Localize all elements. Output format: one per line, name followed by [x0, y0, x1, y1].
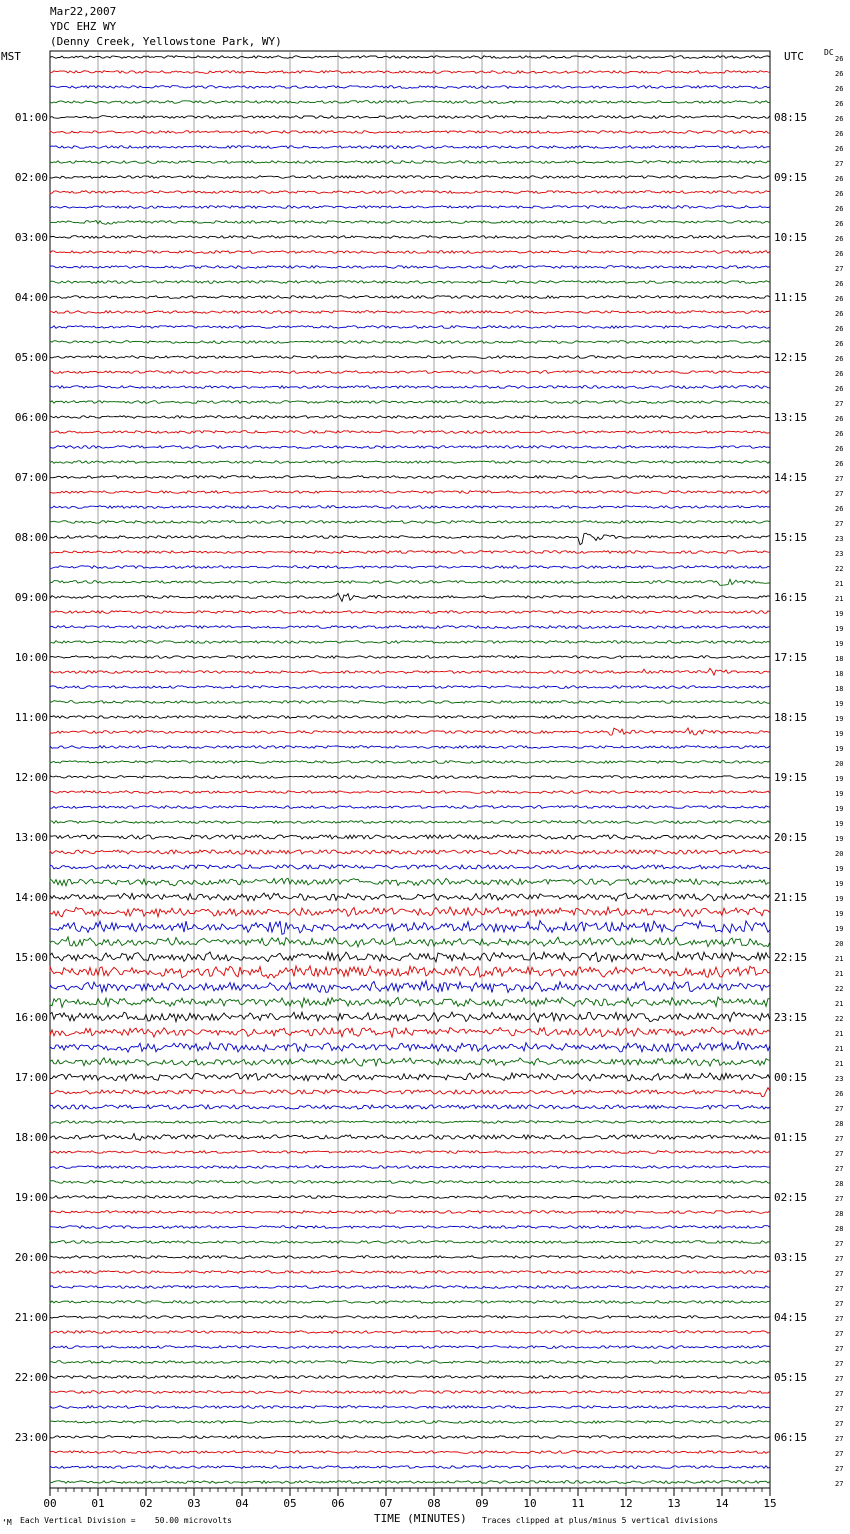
dc-offset-label: 21: [835, 1060, 844, 1068]
dc-offset-label: 27: [835, 1330, 844, 1338]
record-date: Mar22,2007: [50, 5, 117, 18]
seismic-trace: [50, 821, 770, 824]
left-hour-label: 03:00: [14, 231, 48, 244]
right-hour-label: 03:15: [774, 1251, 808, 1264]
x-axis-label: TIME (MINUTES): [374, 1512, 467, 1525]
dc-offset-label: 26: [835, 175, 844, 183]
dc-offset-label: 21: [835, 1045, 844, 1053]
dc-offset-label: 21: [835, 955, 844, 963]
dc-offset-label: 23: [835, 535, 844, 543]
left-hour-label: 05:00: [14, 351, 48, 364]
dc-offset-label: 19: [835, 715, 844, 723]
dc-offset-label: 28: [835, 1120, 844, 1128]
right-hour-label: 12:15: [774, 351, 808, 364]
seismic-trace: [50, 326, 770, 329]
dc-offset-label: 27: [835, 490, 844, 498]
seismic-trace: [50, 850, 770, 854]
dc-offset-label: 20: [835, 940, 844, 948]
dc-offset-label: 22: [835, 565, 844, 573]
dc-offset-label: 19: [835, 730, 844, 738]
left-hour-label: 02:00: [14, 171, 48, 184]
dc-offset-header: DC: [824, 48, 834, 57]
seismic-trace: [50, 356, 770, 359]
seismic-trace: [50, 997, 770, 1007]
dc-offset-label: 27: [835, 1240, 844, 1248]
seismic-trace: [50, 386, 770, 389]
dc-offset-label: 23: [835, 1075, 844, 1083]
seismic-trace: [50, 1271, 770, 1274]
dc-offset-label: 26: [835, 130, 844, 138]
left-hour-label: 23:00: [14, 1431, 48, 1444]
seismic-trace: [50, 116, 770, 119]
seismic-trace: [50, 907, 770, 917]
right-hour-label: 05:15: [774, 1371, 808, 1384]
seismic-trace: [50, 101, 770, 104]
x-tick-label: 09: [475, 1497, 489, 1510]
seismic-trace: [50, 206, 770, 209]
dc-offset-label: 19: [835, 625, 844, 633]
dc-offset-label: 27: [835, 1165, 844, 1173]
x-tick-label: 12: [619, 1497, 633, 1510]
seismic-trace: [50, 835, 770, 839]
dc-offset-label: 27: [835, 1195, 844, 1203]
seismic-trace: [50, 266, 770, 269]
seismic-trace: [50, 1042, 770, 1052]
dc-offset-label: 19: [835, 895, 844, 903]
dc-offset-label: 27: [835, 400, 844, 408]
seismic-trace: [50, 1027, 770, 1037]
seismic-trace: [50, 966, 770, 978]
dc-offset-label: 26: [835, 115, 844, 123]
left-hour-label: 10:00: [14, 651, 48, 664]
dc-offset-label: 26: [835, 220, 844, 228]
seismic-trace: [50, 533, 770, 545]
dc-offset-label: 27: [835, 1285, 844, 1293]
seismic-trace: [50, 131, 770, 134]
seismic-trace: [50, 806, 770, 809]
x-tick-label: 11: [571, 1497, 585, 1510]
x-tick-label: 08: [427, 1497, 441, 1510]
seismic-trace: [50, 431, 770, 434]
seismic-trace: [50, 1012, 770, 1022]
seismic-trace: [50, 521, 770, 524]
right-hour-label: 18:15: [774, 711, 808, 724]
dc-offset-label: 26: [835, 445, 844, 453]
dc-offset-label: 26: [835, 205, 844, 213]
dc-offset-label: 21: [835, 580, 844, 588]
seismic-trace: [50, 611, 770, 614]
dc-offset-label: 19: [835, 880, 844, 888]
scale-note: Each Vertical Division = 50.00 microvolts: [20, 1516, 232, 1525]
dc-offset-label: 26: [835, 70, 844, 78]
right-hour-label: 15:15: [774, 531, 808, 544]
dc-offset-label: 21: [835, 1000, 844, 1008]
dc-offset-label: 22: [835, 985, 844, 993]
right-hour-label: 01:15: [774, 1131, 808, 1144]
right-hour-label: 16:15: [774, 591, 808, 604]
seismic-trace: [50, 1151, 770, 1154]
x-tick-label: 00: [43, 1497, 57, 1510]
dc-offset-label: 19: [835, 865, 844, 873]
seismic-trace: [50, 1226, 770, 1229]
seismic-trace: [50, 296, 770, 299]
left-hour-label: 04:00: [14, 291, 48, 304]
dc-offset-label: 28: [835, 1210, 844, 1218]
seismic-trace: [50, 1376, 770, 1379]
seismic-trace: [50, 1105, 770, 1109]
seismic-trace: [50, 401, 770, 404]
x-tick-label: 04: [235, 1497, 249, 1510]
x-tick-label: 05: [283, 1497, 297, 1510]
left-hour-label: 21:00: [14, 1311, 48, 1324]
dc-offset-label: 21: [835, 1030, 844, 1038]
dc-offset-label: 21: [835, 595, 844, 603]
seismic-trace: [50, 1121, 770, 1124]
x-tick-label: 02: [139, 1497, 153, 1510]
seismic-trace: [50, 579, 770, 585]
dc-offset-label: 26: [835, 190, 844, 198]
seismic-trace: [50, 728, 770, 735]
seismic-trace: [50, 236, 770, 239]
seismic-trace: [50, 1346, 770, 1349]
seismic-trace: [50, 878, 770, 886]
dc-offset-label: 27: [835, 1405, 844, 1413]
dc-offset-label: 26: [835, 355, 844, 363]
seismic-trace: [50, 1301, 770, 1304]
right-hour-label: 21:15: [774, 891, 808, 904]
seismic-trace: [50, 551, 770, 554]
right-hour-label: 19:15: [774, 771, 808, 784]
dc-offset-label: 26: [835, 415, 844, 423]
dc-offset-label: 26: [835, 235, 844, 243]
seismic-trace: [50, 491, 770, 494]
dc-offset-label: 26: [835, 505, 844, 513]
dc-offset-label: 27: [835, 1480, 844, 1488]
left-hour-label: 12:00: [14, 771, 48, 784]
dc-offset-label: 26: [835, 145, 844, 153]
x-tick-label: 13: [667, 1497, 681, 1510]
dc-offset-label: 26: [835, 430, 844, 438]
left-hour-label: 13:00: [14, 831, 48, 844]
left-timezone: MST: [1, 50, 21, 63]
left-hour-label: 15:00: [14, 951, 48, 964]
dc-offset-label: 27: [835, 1300, 844, 1308]
dc-offset-label: 27: [835, 160, 844, 168]
seismic-trace: [50, 626, 770, 629]
dc-offset-label: 19: [835, 820, 844, 828]
dc-offset-label: 19: [835, 805, 844, 813]
left-hour-label: 14:00: [14, 891, 48, 904]
seismic-trace: [50, 1286, 770, 1289]
seismic-trace: [50, 221, 770, 225]
seismic-trace: [50, 86, 770, 89]
seismic-trace: [50, 281, 770, 284]
seismic-trace: [50, 251, 770, 254]
seismic-trace: [50, 981, 770, 993]
seismic-trace: [50, 701, 770, 704]
seismic-trace: [50, 791, 770, 794]
right-hour-label: 00:15: [774, 1071, 808, 1084]
left-hour-label: 17:00: [14, 1071, 48, 1084]
seismic-trace: [50, 1316, 770, 1319]
dc-offset-label: 27: [835, 520, 844, 528]
seismic-trace: [50, 641, 770, 644]
dc-offset-label: 26: [835, 55, 844, 63]
seismic-trace: [50, 937, 770, 947]
x-tick-label: 06: [331, 1497, 345, 1510]
seismic-trace: [50, 1361, 770, 1364]
seismic-trace: [50, 311, 770, 314]
seismic-trace: [50, 1058, 770, 1066]
dc-offset-label: 27: [835, 1270, 844, 1278]
dc-offset-label: 27: [835, 475, 844, 483]
seismic-trace: [50, 761, 770, 764]
seismic-trace: [50, 1331, 770, 1334]
dc-offset-label: 27: [835, 1150, 844, 1158]
dc-offset-label: 27: [835, 1450, 844, 1458]
x-tick-label: 10: [523, 1497, 537, 1510]
seismic-trace: [50, 1256, 770, 1259]
right-hour-label: 06:15: [774, 1431, 808, 1444]
trace-group: [50, 56, 770, 1484]
seismic-trace: [50, 1088, 770, 1097]
dc-offset-label: 22: [835, 1015, 844, 1023]
clip-note: Traces clipped at plus/minus 5 vertical divisions: [482, 1516, 719, 1525]
dc-offset-label: 27: [835, 1375, 844, 1383]
dc-offset-label: 20: [835, 850, 844, 858]
dc-offset-label: 19: [835, 835, 844, 843]
dc-offset-label: 19: [835, 925, 844, 933]
dc-offset-label: 27: [835, 1135, 844, 1143]
seismic-trace: [50, 146, 770, 149]
seismic-trace: [50, 371, 770, 374]
left-hour-label: 01:00: [14, 111, 48, 124]
seismic-trace: [50, 686, 770, 689]
dc-offset-label: 27: [835, 1255, 844, 1263]
left-hour-label: 11:00: [14, 711, 48, 724]
dc-offset-label: 19: [835, 700, 844, 708]
seismic-trace: [50, 716, 770, 719]
axis-labels: [15, 55, 844, 1510]
dc-offset-label: 18: [835, 670, 844, 678]
x-tick-label: 15: [763, 1497, 777, 1510]
dc-offset-label: 19: [835, 775, 844, 783]
seismic-trace: [50, 1196, 770, 1199]
seismic-trace: [50, 71, 770, 74]
left-hour-label: 16:00: [14, 1011, 48, 1024]
seismic-trace: [50, 1166, 770, 1169]
left-hour-label: 09:00: [14, 591, 48, 604]
dc-offset-label: 27: [835, 1420, 844, 1428]
dc-offset-label: 26: [835, 295, 844, 303]
dc-offset-label: 19: [835, 790, 844, 798]
left-hour-label: 22:00: [14, 1371, 48, 1384]
dc-offset-label: 19: [835, 610, 844, 618]
seismic-trace: [50, 1481, 770, 1484]
dc-offset-label: 27: [835, 1435, 844, 1443]
seismic-trace: [50, 1073, 770, 1081]
right-hour-label: 04:15: [774, 1311, 808, 1324]
right-hour-label: 14:15: [774, 471, 808, 484]
seismic-trace: [50, 191, 770, 194]
left-hour-label: 18:00: [14, 1131, 48, 1144]
seismic-trace: [50, 1134, 770, 1141]
seismic-trace: [50, 668, 770, 675]
seismic-trace: [50, 865, 770, 869]
dc-offset-label: 28: [835, 1225, 844, 1233]
station-id: YDC EHZ WY: [50, 20, 117, 33]
corner-mark: ‘M: [2, 1518, 12, 1527]
seismic-trace: [50, 56, 770, 59]
right-hour-label: 08:15: [774, 111, 808, 124]
left-hour-label: 07:00: [14, 471, 48, 484]
dc-offset-label: 26: [835, 1090, 844, 1098]
dc-offset-label: 26: [835, 310, 844, 318]
right-hour-label: 10:15: [774, 231, 808, 244]
right-hour-label: 11:15: [774, 291, 808, 304]
seismic-trace: [50, 176, 770, 179]
left-hour-label: 06:00: [14, 411, 48, 424]
dc-offset-label: 19: [835, 640, 844, 648]
seismic-trace: [50, 461, 770, 464]
seismic-trace: [50, 1436, 770, 1439]
dc-offset-label: 26: [835, 340, 844, 348]
seismic-trace: [50, 416, 770, 419]
seismic-trace: [50, 446, 770, 449]
seismic-trace: [50, 746, 770, 749]
seismic-trace: [50, 893, 770, 901]
dc-offset-label: 27: [835, 1360, 844, 1368]
dc-offset-label: 23: [835, 550, 844, 558]
dc-offset-label: 26: [835, 325, 844, 333]
seismic-trace: [50, 776, 770, 779]
x-tick-label: 07: [379, 1497, 393, 1510]
dc-offset-label: 26: [835, 460, 844, 468]
seismic-trace: [50, 921, 770, 935]
dc-offset-label: 26: [835, 385, 844, 393]
seismic-trace: [50, 476, 770, 479]
right-timezone: UTC: [784, 50, 804, 63]
station-location: (Denny Creek, Yellowstone Park, WY): [50, 35, 282, 48]
seismic-trace: [50, 1391, 770, 1394]
x-tick-label: 03: [187, 1497, 201, 1510]
dc-offset-label: 27: [835, 1345, 844, 1353]
seismic-trace: [50, 1181, 770, 1184]
dc-offset-label: 26: [835, 370, 844, 378]
left-hour-label: 08:00: [14, 531, 48, 544]
left-hour-label: 19:00: [14, 1191, 48, 1204]
seismic-trace: [50, 1421, 770, 1424]
dc-offset-label: 27: [835, 1315, 844, 1323]
seismic-trace: [50, 1466, 770, 1469]
dc-offset-label: 26: [835, 100, 844, 108]
left-hour-label: 20:00: [14, 1251, 48, 1264]
right-hour-label: 20:15: [774, 831, 808, 844]
dc-offset-label: 19: [835, 910, 844, 918]
seismic-trace: [50, 1451, 770, 1454]
dc-offset-label: 27: [835, 1390, 844, 1398]
seismic-trace: [50, 506, 770, 509]
dc-offset-label: 28: [835, 1180, 844, 1188]
seismic-trace: [50, 593, 770, 601]
dc-offset-label: 18: [835, 655, 844, 663]
right-hour-label: 09:15: [774, 171, 808, 184]
seismic-trace: [50, 161, 770, 164]
dc-offset-label: 27: [835, 265, 844, 273]
right-hour-label: 23:15: [774, 1011, 808, 1024]
dc-offset-label: 21: [835, 970, 844, 978]
dc-offset-label: 20: [835, 760, 844, 768]
seismic-trace: [50, 952, 770, 962]
dc-offset-label: 26: [835, 280, 844, 288]
seismic-trace: [50, 656, 770, 659]
seismic-trace: [50, 341, 770, 344]
seismic-trace: [50, 1406, 770, 1409]
seismic-trace: [50, 1241, 770, 1244]
right-hour-label: 17:15: [774, 651, 808, 664]
x-tick-label: 01: [91, 1497, 105, 1510]
seismic-trace: [50, 566, 770, 569]
dc-offset-label: 18: [835, 685, 844, 693]
dc-offset-label: 26: [835, 250, 844, 258]
x-tick-label: 14: [715, 1497, 729, 1510]
dc-offset-label: 27: [835, 1105, 844, 1113]
right-hour-label: 02:15: [774, 1191, 808, 1204]
seismic-trace: [50, 1211, 770, 1214]
right-hour-label: 13:15: [774, 411, 808, 424]
dc-offset-label: 27: [835, 1465, 844, 1473]
dc-offset-label: 19: [835, 745, 844, 753]
dc-offset-label: 26: [835, 85, 844, 93]
right-hour-label: 22:15: [774, 951, 808, 964]
